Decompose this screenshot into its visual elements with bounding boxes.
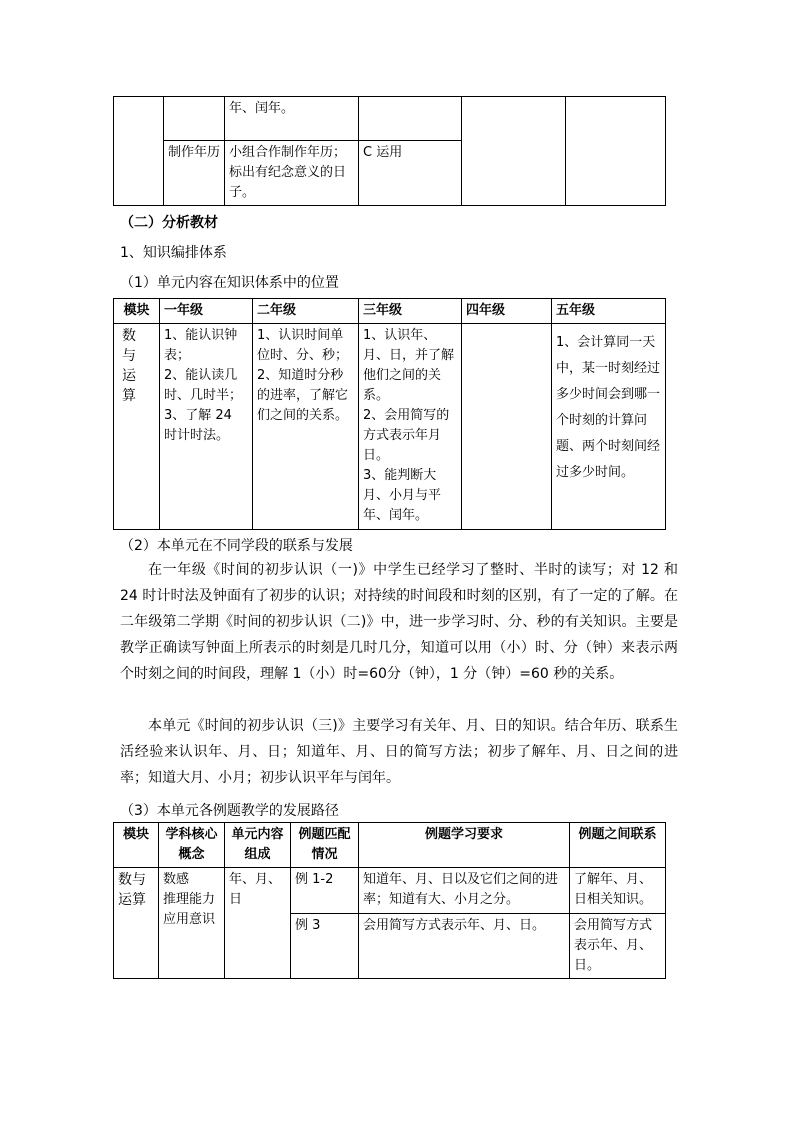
grade3-cell: 1、认识年、月、日，并了解他们之间的关系。 2、会用简写的方式表示年月日。 3、能判断大月、小月与平年、闰年。 — [363, 328, 455, 523]
cont-cell-empty — [566, 97, 666, 206]
subsection-heading: （3）本单元各例题教学的发展路径 — [120, 803, 339, 819]
requirement-cell: 会用简写方式表示年、月、日。 — [359, 914, 570, 979]
cont-cell-activity: 制作年历 — [164, 141, 225, 206]
example-cell: 例 3 — [291, 914, 359, 979]
cont-cell-empty — [462, 97, 566, 206]
example-cell: 例 1-2 — [291, 868, 359, 914]
subsection-heading: （1）单元内容在知识体系中的位置 — [120, 275, 339, 291]
section-heading: （二）分析教材 — [120, 215, 218, 231]
table-header: 三年级 — [359, 299, 462, 324]
grade5-cell: 1、会计算同一天中，某一时刻经过多少时间会到哪一个时刻的计算问题、两个时刻间经过多少时间。 — [556, 335, 661, 480]
cont-cell-module — [114, 97, 164, 206]
cont-cell-empty — [359, 97, 462, 141]
table-header: 例题之间联系 — [570, 823, 666, 868]
paragraph: 本单元《时间的初步认识（三)》主要学习有关年、月、日的知识。结合年历、联系生活经验来认识年、月、日；知道年、月、日的简写方法；初步了解年、月、日之间的进率；知道大月、小月；初步认识平年与闰年。 — [120, 718, 678, 786]
module-cell: 数 与 运 算 — [122, 328, 136, 404]
subsection-heading: 1、知识编排体系 — [120, 245, 227, 261]
table-header: 四年级 — [462, 299, 552, 324]
table-header: 二年级 — [253, 299, 359, 324]
continuation-table — [113, 96, 666, 206]
link-cell: 了解年、月、日相关知识。 — [570, 868, 666, 914]
cont-cell-text: 年、闰年。 — [225, 97, 359, 141]
table-header: 模块 — [114, 299, 160, 324]
knowledge-position-table — [113, 298, 666, 530]
link-cell: 会用简写方式表示年、月、日。 — [570, 914, 666, 979]
grade1-cell: 1、能认识钟表； 2、能认读几时、几时半； 3、了解 24 时计时法。 — [164, 328, 243, 443]
grade2-cell: 1、认识时间单位时、分、秒； 2、知道时分秒的进率，了解它们之间的关系。 — [257, 328, 349, 423]
subsection-heading: （2）本单元在不同学段的联系与发展 — [120, 538, 353, 554]
table-header: 一年级 — [160, 299, 253, 324]
cont-cell-level: C 运用 — [359, 141, 462, 206]
paragraph: 在一年级《时间的初步认识（一)》中学生已经学习了整时、半时的读写；对 12 和 24 时计时法及钟面有了初步的认识；对持续的时间段和时刻的区别，有了一定的了解。在二年级第二学期《时间的初步认识（二)》中，进一步学习时、分、秒的有关知识。主要是教学正确读写钟面上所表示的时刻是几时几分，知道可以用（小）时、分（钟）来表示两个时刻之间的时间段，理解 1（小）时=60分（钟），1 分（钟）=60 秒的关系。 — [120, 562, 678, 682]
concepts-cell: 数感 推理能力 应用意识 — [163, 872, 216, 927]
table-header: 五年级 — [552, 299, 666, 324]
example-path-table — [113, 822, 666, 979]
content-cell: 年、月、日 — [225, 868, 291, 979]
cont-cell-empty — [164, 97, 225, 141]
module-cell: 数与运算 — [114, 868, 159, 979]
requirement-cell: 知道年、月、日以及它们之间的进率；知道有大、小月之分。 — [359, 868, 570, 914]
table-header: 单元内容组成 — [225, 823, 291, 868]
table-header: 学科核心概念 — [159, 823, 225, 868]
cont-cell-activity-desc: 小组合作制作年历；标出有纪念意义的日子。 — [225, 141, 359, 206]
table-header: 模块 — [114, 823, 159, 868]
table-header: 例题学习要求 — [359, 823, 570, 868]
table-header: 例题匹配情况 — [291, 823, 359, 868]
